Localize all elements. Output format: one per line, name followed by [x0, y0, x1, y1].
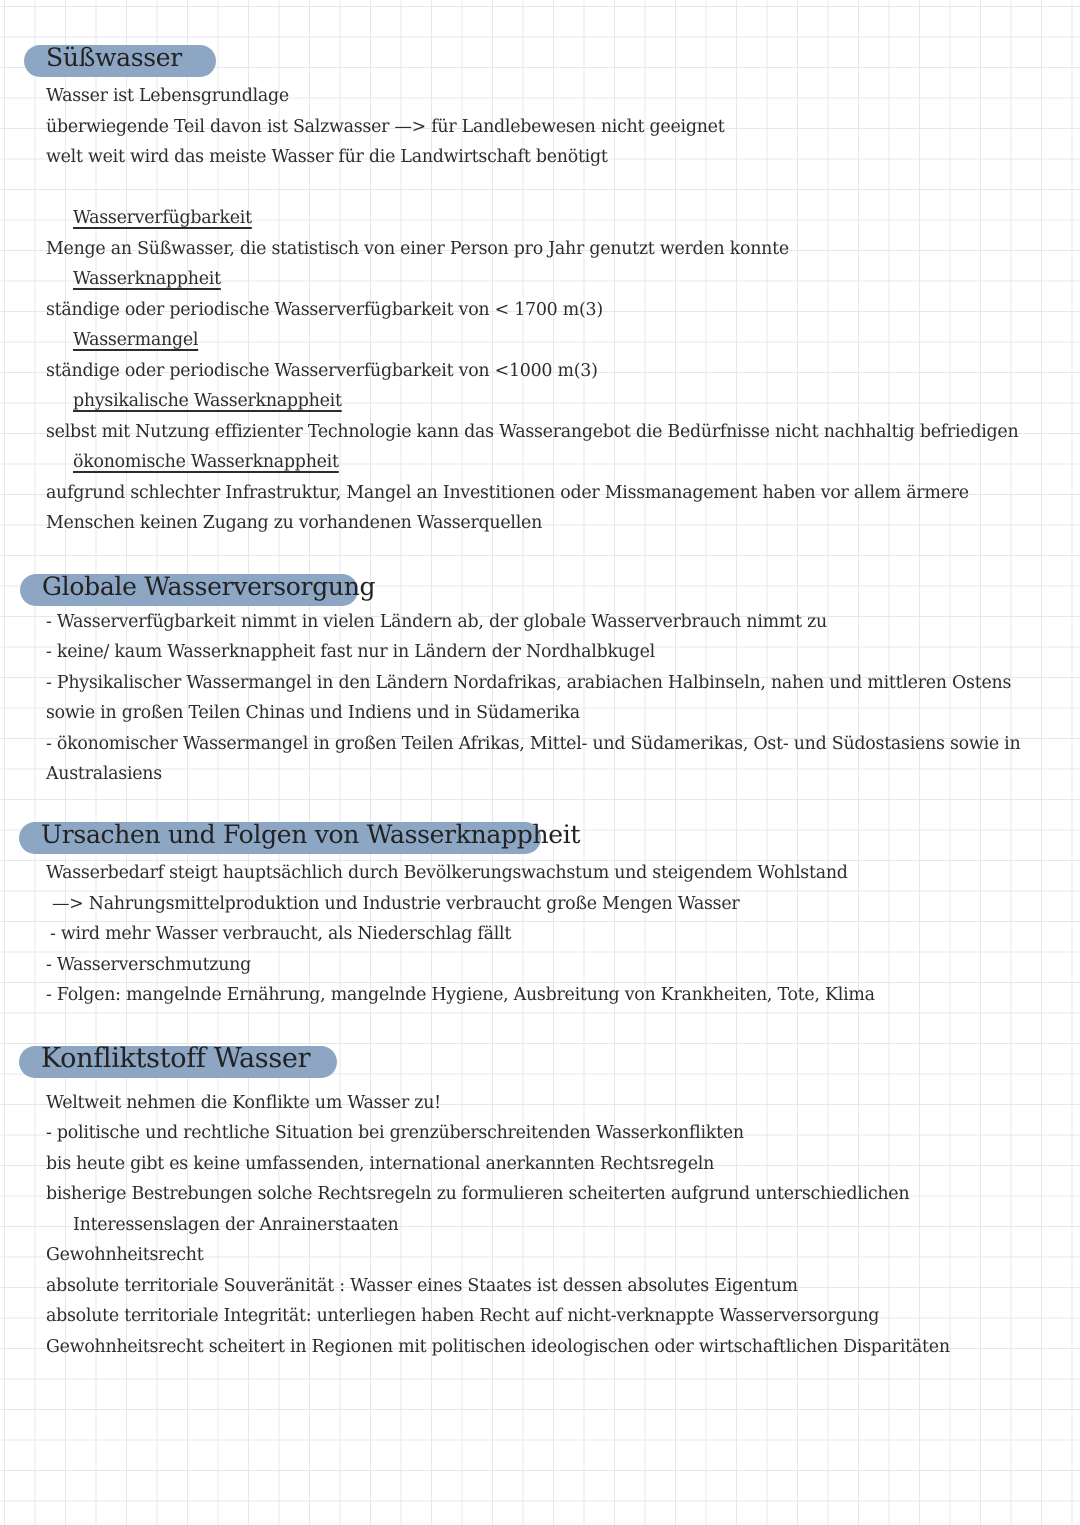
text-line: Interessenslagen der Anrainerstaaten [73, 1215, 399, 1235]
text-line: - wird mehr Wasser verbraucht, als Niederschlag fällt [50, 924, 512, 944]
definition-text: Menge an Süßwasser, die statistisch von einer Person pro Jahr genutzt werden konnte [46, 239, 789, 259]
term-wasserverfuegbarkeit: Wasserverfügbarkeit [73, 208, 252, 228]
heading-suesswasser [24, 45, 216, 77]
text-line: Australasiens [46, 764, 162, 784]
term-wassermangel: Wassermangel [73, 330, 199, 350]
text-line: - keine/ kaum Wasserknappheit fast nur in Ländern der Nordhalbkugel [46, 642, 655, 662]
text-line: Weltweit nehmen die Konflikte um Wasser zu! [46, 1093, 441, 1113]
heading-globale-wasserversorgung [20, 572, 376, 606]
text-line: Gewohnheitsrecht [46, 1245, 204, 1265]
heading-globale-text: Globale Wasserversorgung [42, 572, 376, 601]
text-line: welt weit wird das meiste Wasser für die Landwirtschaft benötigt [46, 147, 608, 167]
definition-text: selbst mit Nutzung effizienter Technologie kann das Wasserangebot die Bedürfnisse nicht nachhaltig befriedigen [46, 422, 1019, 442]
text-line: - ökonomischer Wassermangel in großen Teilen Afrikas, Mittel- und Südamerikas, Ost- und Südostasiens sowie in [46, 734, 1021, 754]
text-line: - Physikalischer Wassermangel in den Ländern Nordafrikas, arabiachen Halbinseln, nahen und mittleren Ostens [46, 673, 1012, 693]
term-physikalische-wasserknappheit: physikalische Wasserknappheit [73, 391, 342, 411]
text-line: absolute territoriale Integrität: unterliegen haben Recht auf nicht-verknappte Wasserversorgung [46, 1306, 880, 1326]
text-line: —> Nahrungsmittelproduktion und Industrie verbraucht große Mengen Wasser [52, 894, 740, 914]
text-line: Wasserbedarf steigt hauptsächlich durch Bevölkerungswachstum und steigendem Wohlstand [46, 863, 848, 883]
text-line: Wasser ist Lebensgrundlage [46, 86, 289, 106]
text-line: Gewohnheitsrecht scheitert in Regionen mit politischen ideologischen oder wirtschaftlichen Disparitäten [46, 1337, 950, 1357]
text-line: - politische und rechtliche Situation bei grenzüberschreitenden Wasserkonflikten [46, 1123, 744, 1143]
term-oekonomische-wasserknappheit: ökonomische Wasserknappheit [73, 452, 339, 472]
text-line: bis heute gibt es keine umfassenden, international anerkannten Rechtsregeln [46, 1154, 715, 1174]
definition-text: aufgrund schlechter Infrastruktur, Mangel an Investitionen oder Missmanagement haben vor allem ärmere [46, 483, 969, 503]
heading-ursachen-text: Ursachen und Folgen von Wasserknappheit [41, 820, 581, 849]
text-line: sowie in großen Teilen Chinas und Indiens und in Südamerika [46, 703, 580, 723]
text-line: - Wasserverfügbarkeit nimmt in vielen Ländern ab, der globale Wasserverbrauch nimmt zu [46, 612, 827, 632]
definition-text: ständige oder periodische Wasserverfügbarkeit von < 1700 m(3) [46, 300, 603, 320]
text-line: - Folgen: mangelnde Ernährung, mangelnde Hygiene, Ausbreitung von Krankheiten, Tote, Klima [46, 985, 875, 1005]
text-line: absolute territoriale Souveränität : Wasser eines Staates ist dessen absolutes Eigentum [46, 1276, 798, 1296]
text-line: bisherige Bestrebungen solche Rechtsregeln zu formulieren scheiterten aufgrund unterschiedlichen [46, 1184, 910, 1204]
definition-text: Menschen keinen Zugang zu vorhandenen Wasserquellen [46, 513, 543, 533]
heading-ursachen-folgen [19, 820, 581, 854]
text-line: überwiegende Teil davon ist Salzwasser —> für Landlebewesen nicht geeignet [46, 117, 725, 137]
definition-text: ständige oder periodische Wasserverfügbarkeit von <1000 m(3) [46, 361, 598, 381]
text-line: - Wasserverschmutzung [46, 955, 252, 975]
heading-konflikt-text: Konfliktstoff Wasser [41, 1043, 311, 1074]
heading-konfliktstoff-wasser [19, 1043, 337, 1078]
term-wasserknappheit: Wasserknappheit [73, 269, 221, 289]
heading-suesswasser-text: Süßwasser [46, 43, 182, 72]
